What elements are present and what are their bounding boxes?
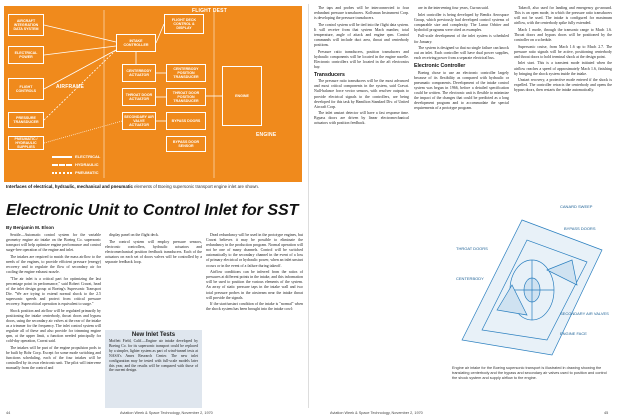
- diagram-connectors: [4, 6, 302, 182]
- new-inlet-tests-body: Moffett Field, Calif.—Engine air intake developed by Boeing Co. for its supersonic transport could be replaced by a simpler, lighter system as part of wind-tunnel tests at NASA's Ames Research Center. The new inlet configuration may be tested with full-scale models later this year, and the results will be compared with those of the current design.: [109, 339, 198, 373]
- fig-label-canard: CANARD SWEEP: [560, 204, 593, 209]
- throat-door-position-block: THROAT DOOR POSITION TRANSDUCER: [166, 88, 206, 106]
- flight-deck-display-block: FLIGHT DECK CONTROL & DISPLAY: [164, 14, 204, 34]
- throat-door-actuator-block: THROAT DOOR ACTUATOR: [122, 88, 156, 106]
- fig-label-engine-face: ENGINE FACE: [560, 331, 587, 336]
- page-gutter: [308, 4, 309, 408]
- transducers-subhead: Transducers: [314, 72, 345, 79]
- byline: By Benjamin M. Elson: [6, 225, 54, 230]
- pressure-transducer-block: PRESSURE TRANSDUCER: [8, 112, 44, 128]
- diagram-caption: Interfaces of electrical, hydraulic, mechanical and pneumatic elements of Boeing supersonic transport engine inlet are shown.: [6, 184, 260, 189]
- fig-label-bypass: BYPASS DOORS: [564, 226, 596, 231]
- legend-pneumatic: PNEUMATIC: [52, 170, 98, 175]
- column-1: Seattle—Automatic control system for the variable geometry engine air intake on the Boeing Co. supersonic transport will help optimize engine performance and control surge-free operation of the engine and inlet. The intakes are required to match the mass airflow to the needs of the engines, to provide efficient pressure (energy) recovery and to regulate the flow of secondary air for cooling the engine exhaust nozzle. "The air inlet is a critical part for optimizing the last percentage point in performance," said Robert Cravat, head of the inlet design group at Boeing's Supersonic Transport Div. "We are trying to extend normal shock to the 2.5 supersonic speeds and protect from critical pressure recovery. Supercritical operation is equivalent to surge." Shock position and airflow will be regulated primarily by positioning the intake centerbody, throat doors and bypass doors, using the secondary air valves at the rear of the intake as a trimmer for the frequency. The inlet control system will regulate all of these and also provide for trimming engine rpm, at the upper limit, a function needed principally for cold-day operation, Cravat said. The intakes will be part of the engine propulsion pods to be built by Rohr Corp. Except for some mode switching and functions scheduling, each of the four intakes will be controlled by its own electronic unit. The pilot will intervene manually from the control and: [6, 233, 101, 371]
- left-page-footer: Aviation Week & Space Technology, November 2, 1970: [120, 411, 213, 415]
- bypass-sensor-block: BYPASS DOOR SENSOR: [166, 136, 206, 152]
- aircraft-integration-block: AIRCRAFT INTEGRATION DATA SYSTEM: [8, 14, 44, 36]
- column-2: display panel on the flight deck. The control system will employ pressure sensors, electronic controllers, hydraulic actuators and electromechanical position feedback transducers. Each of the actuators on each set of doors valves will be controlled by a separate feedback loop.: [105, 233, 202, 264]
- new-inlet-tests-box: [105, 330, 202, 408]
- hydraulic-swatch: [52, 164, 72, 166]
- electrical-swatch: [52, 156, 72, 158]
- engine-label: ENGINE: [256, 132, 277, 138]
- column-5: are in the intervening four years, Curran said. Inlet controller is being developed by Bendix Aerospace Group, which previously had developed control systems of comparable size and complexity. The Lunar Orbiter and hydrofoil programs were cited as examples. Full-scale development of the inlet system is scheduled for January. The system is designed so that no single failure can knock out an inlet. Each controller will have dual power supplies, each receiving power from a separate electrical bus. Electronic Controller Boeing chose to use an electronic controller largely because of its flexibility as compared with hydraulic or pneumatic components. Development of the intake control system was begun in 1966, before a detailed specification could be written. The electronic unit is flexible to minimize the impact of the changes that could be predicted as a long development program and to accommodate the special requirements of a prototype program.: [414, 6, 509, 111]
- flight-controls-block: FLIGHT CONTROLS: [8, 78, 44, 100]
- bypass-doors-block: BYPASS DOORS: [166, 112, 206, 130]
- flight-deck-label: FLIGHT DEST: [192, 8, 227, 14]
- centerbody-position-block: CENTERBODY POSITION TRANSDUCER: [166, 64, 206, 82]
- inlet-interface-diagram: [4, 6, 302, 182]
- column-3: Dead redundancy will be used in the prototype engines, but Cravat believes it may be possible to eliminate the redundancy in the production program. Normal operation will not be one of many channels. Control will be switched automatically to the secondary channel in the event of a loss of primary electrical or hydraulic power, when an inlet unstart occurs or in the event of a failure during takeoff. Airflow conditions can be inferred from the ratios of pressures at different points in the intake, and this information will be used to position the various elements of the system. An array of static pressure taps in the intake wall and two total pressure probes in the airstream near the intake throat will provide the signals. If the start/unstart condition of the intake is "normal" when the shock system has been brought into the intake cowl:: [206, 233, 303, 312]
- engine-block: ENGINE: [222, 66, 262, 126]
- fig-label-centerbody: CENTERBODY: [456, 276, 484, 281]
- pneumatic-swatch: [52, 172, 72, 174]
- article-headline: Electronic Unit to Control Inlet for SST: [6, 202, 299, 219]
- electronic-controller-subhead: Electronic Controller: [414, 63, 466, 70]
- legend-electrical: ELECTRICAL: [52, 154, 100, 159]
- fig-label-secondary: SECONDARY AIR VALVES: [560, 311, 609, 316]
- intake-drawing: [452, 190, 612, 360]
- secondary-air-valve-block: SECONDARY AIR VALVE ACTUATOR: [122, 112, 156, 130]
- new-inlet-tests-title: New Inlet Tests: [131, 332, 176, 338]
- airframe-label: AIRFRAME: [56, 84, 84, 90]
- right-page-number: 45: [604, 411, 609, 415]
- column-6: Takeoff, also used for landing and emergency go-around. This is an open mode, in which the pressure ratio transducers will not be used. The intake is configured for maximum airflow, with the centerbody spike fully extended. Mach 1 mode, through the transonic range to Mach 1.6. Throat doors and bypass doors will be positioned by the controller on a schedule. Supersonic cruise, from Mach 1.6 up to Mach 2.7. The pressure ratio signals will be active, positioning centerbody and throat doors to hold terminal shock at the design point. Inlet start. This is a transient mode initiated when the airflow reaches a speed of approximately Mach 1.6, finishing by bringing the shock system inside the intake. Unstart recovery, a protective mode entered if the shock is expelled. The controller retracts the centerbody and opens the bypass doors, then restarts the intake automatically.: [514, 6, 612, 93]
- left-page-number: 44: [6, 411, 11, 415]
- pneumatic-hydraulic-block: PNEUMATIC / HYDRAULIC SUPPLIES: [8, 136, 44, 150]
- fig-label-throat: THROAT DOORS: [456, 246, 488, 251]
- right-page-footer: Aviation Week & Space Technology, November 2, 1970: [330, 411, 423, 415]
- intake-drawing-caption: Engine air intake for the Boeing supersonic transport is illustrated in drawing showing the translating centerbody and the bypass and secondary air valves used to position and control the shock system and supply airflow to the engine.: [452, 366, 607, 380]
- legend-hydraulic: HYDRAULIC: [52, 162, 99, 167]
- centerbody-actuator-block: CENTERBODY ACTUATOR: [122, 64, 156, 82]
- electrical-power-block: ELECTRICAL POWER: [8, 46, 44, 64]
- column-4: The taps and probes will be interconnected to four redundant pressure transducers. Kollsman Instrument Corp. is developing the pressure transducers. The control system will be tied into the flight data system. It will receive from that system Mach number, total temperature, angle of attack and engine rpm. Control commands will include duct area, throat and centerbody positions. Pressure ratio transducers, position transducers and hydraulic components will be located in the engine nacelle. Electronic controllers will be located in the aft electronics bay. Transducers The pressure ratio transducers will be the most advanced and most critical components in the system, said Cravat. Null-balance force vector sensors, with resolver outputs to provide electrical signals to the controllers, are being developed for this task by Hamilton Standard Div. of United Aircraft Corp. The inlet unstart detector will have a fast response time. Bypass doors are driven by linear electromechanical actuators with position feedback.: [314, 6, 409, 126]
- intake-controller-block: INTAKE CONTROLLER: [116, 34, 156, 52]
